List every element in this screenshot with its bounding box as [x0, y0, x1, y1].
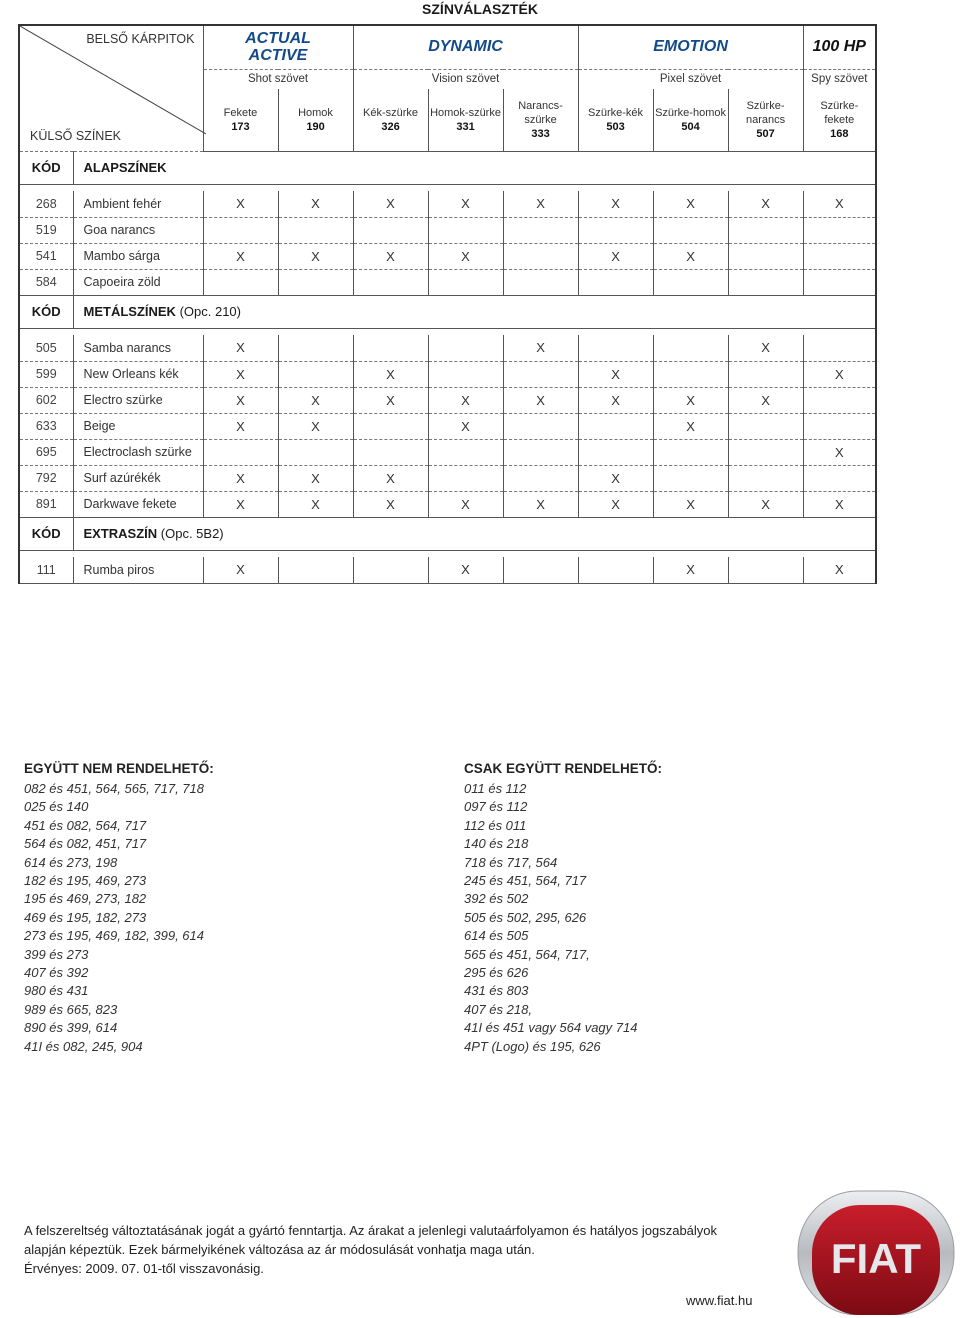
availability-mark: X [203, 557, 278, 583]
availability-mark [728, 217, 803, 243]
availability-mark: X [278, 191, 353, 217]
rule-item: 980 és 431 [24, 983, 89, 999]
color-code: 519 [19, 217, 73, 243]
availability-mark [653, 269, 728, 295]
interior-color-190 [278, 89, 353, 151]
color-code: 584 [19, 269, 73, 295]
availability-mark [278, 557, 353, 583]
color-code: 268 [19, 191, 73, 217]
section-title-text: EXTRASZÍN [83, 526, 158, 541]
interior-color-name: Narancs-szürke [518, 99, 563, 126]
color-code: 599 [19, 361, 73, 387]
availability-mark [428, 269, 503, 295]
availability-mark [353, 217, 428, 243]
interior-color-504 [653, 89, 728, 151]
color-row-505 [19, 335, 876, 361]
color-name: Samba narancs [73, 335, 203, 361]
rule-item: 295 és 626 [464, 965, 529, 981]
rule-item: 505 és 502, 295, 626 [464, 909, 587, 925]
interior-color-503 [578, 89, 653, 151]
availability-mark [653, 361, 728, 387]
availability-mark: X [653, 413, 728, 439]
availability-mark [653, 335, 728, 361]
validity-line: Érvényes: 2009. 07. 01-től visszavonásig. [24, 1261, 264, 1276]
availability-mark: X [653, 387, 728, 413]
color-code: 505 [19, 335, 73, 361]
only-together-column [464, 760, 784, 1056]
availability-mark: X [653, 191, 728, 217]
section-title [73, 151, 876, 184]
color-row-541 [19, 243, 876, 269]
rule-item: 082 és 451, 564, 565, 717, 718 [24, 781, 204, 796]
fiat-logo [790, 1185, 956, 1315]
availability-mark: X [203, 191, 278, 217]
rule-item: 614 és 505 [464, 928, 529, 944]
availability-mark [503, 269, 578, 295]
interior-color-code: 173 [231, 120, 250, 133]
rule-item: 989 és 665, 823 [24, 1001, 118, 1017]
trim-actual-active: ACTUAL ACTIVE [203, 25, 353, 69]
color-row-602 [19, 387, 876, 413]
availability-mark: X [503, 191, 578, 217]
color-code: 111 [19, 557, 73, 583]
interior-color-code: 331 [456, 120, 475, 133]
availability-mark: X [503, 491, 578, 517]
section-title-text: METÁLSZÍNEK [83, 304, 176, 319]
availability-mark [653, 217, 728, 243]
availability-mark [728, 269, 803, 295]
availability-mark: X [803, 191, 876, 217]
rule-item: 564 és 082, 451, 717 [24, 836, 147, 852]
availability-mark: X [353, 243, 428, 269]
color-row-268 [19, 191, 876, 217]
not-orderable-title: EGYÜTT NEM RENDELHETŐ: [24, 761, 214, 776]
availability-mark: X [353, 491, 428, 517]
section-spacer [19, 328, 876, 335]
availability-mark [803, 269, 876, 295]
fabric-pixel: Pixel szövet [578, 69, 803, 89]
availability-mark: X [728, 335, 803, 361]
availability-mark: X [278, 465, 353, 491]
availability-mark [728, 465, 803, 491]
availability-mark: X [203, 387, 278, 413]
trim-emotion: EMOTION [578, 25, 803, 69]
color-code: 541 [19, 243, 73, 269]
interior-color-name: Kék-szürke [363, 106, 419, 119]
availability-mark [653, 465, 728, 491]
availability-mark: X [728, 191, 803, 217]
availability-mark: X [578, 243, 653, 269]
color-name: Mambo sárga [73, 243, 203, 269]
rule-item: 614 és 273, 198 [24, 854, 118, 870]
availability-mark [503, 413, 578, 439]
availability-mark: X [353, 361, 428, 387]
availability-mark: X [728, 387, 803, 413]
logo-lettering: FIAT [830, 1235, 922, 1282]
availability-mark: X [578, 191, 653, 217]
availability-mark: X [578, 361, 653, 387]
availability-mark [503, 465, 578, 491]
availability-mark: X [428, 491, 503, 517]
interior-color-code: 504 [681, 120, 700, 133]
availability-mark [203, 439, 278, 465]
color-row-633 [19, 413, 876, 439]
availability-mark: X [353, 387, 428, 413]
rule-item: 469 és 195, 182, 273 [24, 909, 147, 925]
disclaimer-line-2: alapján képeztük. Ezek bármelyikének változása az ár módosulását vonhatja maga után. [24, 1242, 535, 1257]
availability-mark [353, 269, 428, 295]
availability-mark [653, 439, 728, 465]
availability-mark [278, 269, 353, 295]
availability-mark [728, 413, 803, 439]
interior-color-name: Fekete [223, 106, 258, 119]
availability-mark: X [203, 361, 278, 387]
availability-mark: X [428, 557, 503, 583]
availability-mark [803, 465, 876, 491]
color-row-891 [19, 491, 876, 517]
availability-mark: X [803, 557, 876, 583]
rule-item: 407 és 392 [24, 965, 89, 981]
section-header [19, 517, 876, 550]
availability-mark [803, 243, 876, 269]
availability-mark: X [503, 335, 578, 361]
color-name: Capoeira zöld [73, 269, 203, 295]
color-name: Darkwave fekete [73, 491, 203, 517]
section-title [73, 295, 876, 328]
rule-item: 011 és 112 [464, 781, 527, 796]
interior-color-name: Homok [298, 106, 333, 119]
fabric-shot: Shot szövet [203, 69, 353, 89]
availability-mark [803, 335, 876, 361]
interior-color-code: 326 [381, 120, 400, 133]
rule-item: 140 és 218 [464, 836, 529, 852]
color-name: Ambient fehér [73, 191, 203, 217]
availability-mark [728, 361, 803, 387]
availability-mark [278, 361, 353, 387]
availability-mark [578, 557, 653, 583]
color-name: Beige [73, 413, 203, 439]
interior-color-168 [803, 89, 876, 151]
color-code: 891 [19, 491, 73, 517]
rule-item: 718 és 717, 564 [464, 854, 558, 870]
availability-mark: X [578, 465, 653, 491]
section-code-label: KÓD [19, 295, 73, 328]
interior-color-331 [428, 89, 503, 151]
trim-100hp: 100 HP [803, 25, 876, 69]
interior-color-333 [503, 89, 578, 151]
availability-mark: X [203, 243, 278, 269]
color-code: 633 [19, 413, 73, 439]
availability-mark: X [278, 491, 353, 517]
color-row-584 [19, 269, 876, 295]
rule-item: 431 és 803 [464, 983, 529, 999]
availability-mark [353, 439, 428, 465]
availability-mark: X [278, 413, 353, 439]
website-link[interactable]: www.fiat.hu [686, 1293, 753, 1308]
availability-mark: X [203, 491, 278, 517]
rule-item: 097 és 112 [464, 799, 528, 815]
rule-item: 025 és 140 [24, 799, 89, 815]
section-header [19, 151, 876, 184]
availability-mark: X [428, 387, 503, 413]
color-name: New Orleans kék [73, 361, 203, 387]
color-name: Goa narancs [73, 217, 203, 243]
availability-mark [503, 361, 578, 387]
color-row-792 [19, 465, 876, 491]
rule-item: 4PT (Logo) és 195, 626 [464, 1038, 601, 1054]
availability-mark [578, 269, 653, 295]
section-title [73, 517, 876, 550]
disclaimer [24, 1221, 784, 1278]
availability-mark: X [203, 413, 278, 439]
interior-color-173 [203, 89, 278, 151]
availability-mark: X [653, 491, 728, 517]
availability-mark [578, 413, 653, 439]
rule-item: 392 és 502 [464, 891, 529, 907]
color-name: Electro szürke [73, 387, 203, 413]
availability-mark: X [578, 491, 653, 517]
availability-mark [353, 335, 428, 361]
availability-mark [428, 439, 503, 465]
section-header [19, 295, 876, 328]
availability-mark: X [428, 243, 503, 269]
availability-mark: X [428, 191, 503, 217]
rule-item: 890 és 399, 614 [24, 1020, 118, 1036]
availability-mark: X [803, 361, 876, 387]
rule-item: 41I és 451 vagy 564 vagy 714 [464, 1020, 638, 1036]
interior-color-507 [728, 89, 803, 151]
availability-mark [278, 439, 353, 465]
only-together-title: CSAK EGYÜTT RENDELHETŐ: [464, 761, 663, 776]
availability-mark: X [803, 439, 876, 465]
disclaimer-line-1: A felszereltség változtatásának jogát a gyártó fenntartja. Az árakat a jelenlegi valutaárfolyamon és hatályos jogszabályok [24, 1223, 718, 1238]
color-row-519 [19, 217, 876, 243]
rule-item: 407 és 218, [464, 1001, 532, 1017]
availability-mark [428, 465, 503, 491]
rule-item: 182 és 195, 469, 273 [24, 873, 147, 889]
color-name: Electroclash szürke [73, 439, 203, 465]
availability-mark [728, 439, 803, 465]
availability-mark [503, 217, 578, 243]
color-name: Rumba piros [73, 557, 203, 583]
rule-item: 399 és 273 [24, 946, 89, 962]
section-option-code: (Opc. 5B2) [157, 526, 224, 541]
rule-item: 273 és 195, 469, 182, 399, 614 [24, 928, 204, 944]
section-spacer [19, 550, 876, 557]
color-row-599 [19, 361, 876, 387]
availability-mark: X [653, 557, 728, 583]
availability-mark [803, 387, 876, 413]
inner-trim-label: BELSŐ KÁRPITOK [86, 32, 195, 46]
availability-mark [728, 243, 803, 269]
header-diagonal-cell [19, 25, 203, 151]
availability-mark [503, 439, 578, 465]
availability-mark [728, 557, 803, 583]
availability-mark [803, 217, 876, 243]
interior-color-code: 190 [306, 120, 325, 133]
availability-mark [503, 243, 578, 269]
rule-item: 41I és 082, 245, 904 [24, 1038, 143, 1054]
availability-mark: X [653, 243, 728, 269]
rule-item: 112 és 011 [464, 817, 527, 833]
interior-color-code: 507 [756, 127, 775, 140]
availability-mark [503, 557, 578, 583]
fabric-spy: Spy szövet [803, 69, 876, 89]
section-spacer [19, 184, 876, 191]
availability-mark: X [278, 387, 353, 413]
availability-mark [353, 413, 428, 439]
availability-mark [353, 557, 428, 583]
availability-mark: X [278, 243, 353, 269]
interior-color-name: Szürke-narancs [745, 99, 786, 126]
section-code-label: KÓD [19, 151, 73, 184]
availability-mark: X [578, 387, 653, 413]
interior-color-code: 168 [830, 127, 849, 140]
color-name: Surf azúrékék [73, 465, 203, 491]
interior-color-326 [353, 89, 428, 151]
color-matrix-table [18, 24, 877, 584]
availability-mark [578, 439, 653, 465]
availability-mark [428, 217, 503, 243]
availability-mark [428, 335, 503, 361]
rule-item: 245 és 451, 564, 717 [464, 873, 587, 889]
color-row-695 [19, 439, 876, 465]
availability-mark: X [353, 465, 428, 491]
availability-mark [578, 335, 653, 361]
section-title-text: ALAPSZÍNEK [83, 160, 167, 175]
color-row-111 [19, 557, 876, 583]
color-code: 792 [19, 465, 73, 491]
availability-mark [203, 217, 278, 243]
availability-mark: X [503, 387, 578, 413]
availability-mark [278, 335, 353, 361]
interior-color-name: Szürke-homok [655, 106, 726, 119]
exterior-colors-label: KÜLSŐ SZÍNEK [30, 128, 121, 143]
color-code: 695 [19, 439, 73, 465]
availability-mark: X [353, 191, 428, 217]
availability-mark [803, 413, 876, 439]
availability-mark: X [428, 413, 503, 439]
rule-item: 565 és 451, 564, 717, [464, 946, 590, 962]
not-orderable-column [24, 760, 344, 1056]
availability-mark: X [203, 465, 278, 491]
availability-mark [428, 361, 503, 387]
fabric-vision: Vision szövet [353, 69, 578, 89]
interior-color-name: Szürke- fekete [820, 99, 859, 126]
rule-item: 195 és 469, 273, 182 [24, 891, 147, 907]
interior-color-name: Homok-szürke [430, 106, 501, 119]
page-title: SZÍNVÁLASZTÉK [422, 1, 538, 17]
availability-mark: X [803, 491, 876, 517]
availability-mark: X [203, 335, 278, 361]
availability-mark [278, 217, 353, 243]
interior-color-name: Szürke-kék [588, 106, 644, 119]
interior-color-code: 333 [531, 127, 550, 140]
rule-item: 451 és 082, 564, 717 [24, 817, 147, 833]
availability-mark [203, 269, 278, 295]
availability-mark: X [728, 491, 803, 517]
trim-dynamic: DYNAMIC [353, 25, 578, 69]
section-code-label: KÓD [19, 517, 73, 550]
color-code: 602 [19, 387, 73, 413]
section-option-code: (Opc. 210) [175, 304, 241, 319]
interior-color-code: 503 [606, 120, 625, 133]
availability-mark [578, 217, 653, 243]
